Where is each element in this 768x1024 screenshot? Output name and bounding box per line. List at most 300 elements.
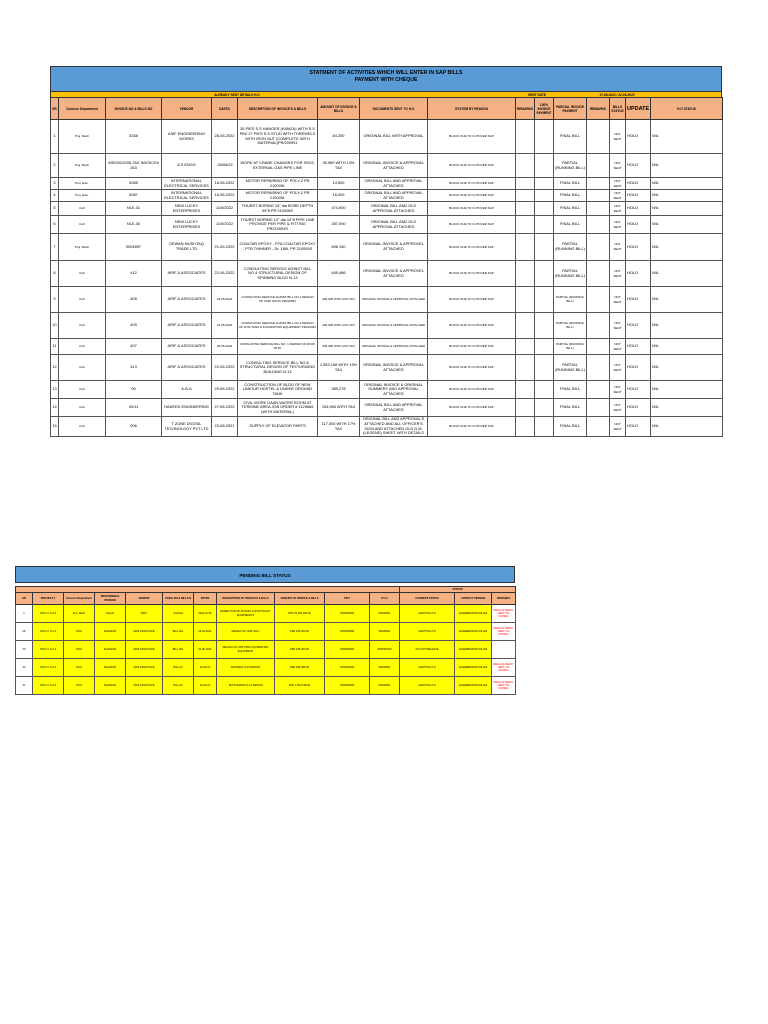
invoice-cell: 409 bbox=[106, 313, 162, 339]
description-cell: DESIGN OF CHIP SILO bbox=[217, 623, 275, 641]
partial-payment-cell: PARTIAL (RUNNING BILL) bbox=[554, 261, 587, 287]
project-cell: POLY-2, N-14 bbox=[33, 641, 64, 659]
remarks-cell bbox=[516, 216, 535, 234]
remarks-cell bbox=[516, 154, 535, 178]
amount-cell: 16,000 bbox=[318, 190, 360, 202]
documents-cell: ORIGINAL BILL AND APPROVAL ATTACHED bbox=[360, 190, 428, 202]
documents-cell: ORIGINAL BILL AND APPROVAL ATTACHED bbox=[360, 399, 428, 417]
column-header: VENDOR bbox=[162, 98, 212, 120]
remarks-cell: EMAIL ALREADY SENT ON 01/09/22 bbox=[492, 605, 516, 623]
vendor-cell: A-B-A bbox=[162, 381, 212, 399]
description-cell: THURST BORING 12" dia 10"ft PIPE LINE PROVIDE PER PIPE & FITTING PR210009S bbox=[238, 216, 318, 234]
bill-status-cell: NOT SENT bbox=[610, 399, 626, 417]
sr-cell: 8 bbox=[51, 261, 59, 287]
date-cell: 22-06-2022 bbox=[212, 261, 238, 287]
bill-status-cell: NOT SENT bbox=[610, 120, 626, 154]
table-row bbox=[51, 202, 723, 216]
vendor-cell: A S ENGG bbox=[162, 154, 212, 178]
update-cell: HOLD bbox=[626, 313, 651, 339]
documents-cell: ORIGINAL INVOICE & APPROVAL ATTACHED bbox=[360, 313, 428, 339]
dept-cell: Proj. Mech bbox=[59, 234, 106, 261]
ho-status-cell: N/A bbox=[651, 339, 723, 355]
bill-status-cell: NOT SENT bbox=[610, 234, 626, 261]
table-row bbox=[16, 605, 516, 623]
reason-cell: BLOCK DUE TO CUTOVER SAP bbox=[428, 234, 516, 261]
remarks-cell bbox=[587, 313, 610, 339]
partial-payment-cell: PARTIAL (RUNNING BILL) bbox=[554, 154, 587, 178]
sr-cell: 4 bbox=[51, 190, 59, 202]
table-row bbox=[51, 417, 723, 437]
dept-cell: Civil bbox=[59, 355, 106, 381]
description-cell: CONSTRUCTION OF BLDG OF NEW LABOUR HOSTEL & UNDER GROUND TANK bbox=[238, 381, 318, 399]
column-header: REMARKS bbox=[492, 593, 516, 605]
reason-cell: BLOCK DUE TO CUTOVER SAP bbox=[428, 287, 516, 313]
ho-status-cell: N/A bbox=[651, 154, 723, 178]
dept-cell: Civil bbox=[59, 202, 106, 216]
invoice-cell: NLE-31 bbox=[106, 202, 162, 216]
project-cell: POLY-2, N-14 bbox=[33, 659, 64, 677]
pending-bill-title: PENDING BILL STATUS bbox=[15, 566, 515, 583]
table-row bbox=[51, 287, 723, 313]
dept-cell: CIVIL bbox=[64, 659, 95, 677]
amount-cell: PKR 1,553,158.00 bbox=[275, 677, 325, 695]
current-status-cell: AWAITING P.O bbox=[400, 677, 455, 695]
project-cell: POLY-2, N-14 bbox=[33, 677, 64, 695]
partial-payment-cell: FINAL BILL bbox=[554, 202, 587, 216]
remarks-cell bbox=[587, 399, 610, 417]
remarks-cell bbox=[587, 202, 610, 216]
dept-cell: Civil bbox=[59, 216, 106, 234]
project-cell: POLY-2, N-14 bbox=[33, 605, 64, 623]
column-header: VENDOR bbox=[126, 593, 163, 605]
table-row bbox=[16, 623, 516, 641]
amount-cell: 696,150 bbox=[318, 234, 360, 261]
person-cell: SHAHZAD bbox=[95, 659, 126, 677]
description-cell: CONSULTING SERVICE BILL NO.6 STRUCTURAL DESIGN OF TEXTURIZING BUILDING N-13 bbox=[238, 355, 318, 381]
vendor-cell: ARIF & ASSOCIATES bbox=[162, 355, 212, 381]
table-row bbox=[51, 190, 723, 202]
date-cell: 16-06-2022 bbox=[212, 178, 238, 190]
partial-payment-cell: FINAL BILL bbox=[554, 190, 587, 202]
amount-cell: 226,000 WITH 13% TAX bbox=[318, 287, 360, 313]
sr-cell: 29 bbox=[16, 641, 33, 659]
person-cell: SHAHZAD bbox=[95, 623, 126, 641]
full-payment-cell bbox=[535, 202, 554, 216]
invoice-cell: ASE/2022/05-TAX INVOICE# 263 bbox=[106, 154, 162, 178]
partial-payment-cell: FINAL BILL bbox=[554, 417, 587, 437]
documents-cell: ORIGINAL BILL WITH APPROVAL bbox=[360, 120, 428, 154]
documents-cell: ORIGINAL INVOICE & APPROVEL ATTACHED bbox=[360, 261, 428, 287]
remarks-cell: EMAIL ALREADY SENT ON 01/09/22 bbox=[492, 677, 516, 695]
partial-payment-cell: PARTIAL (RUNNING BILL) bbox=[554, 355, 587, 381]
full-payment-cell bbox=[535, 355, 554, 381]
amount-cell: 339,000 WITH 13% TAX bbox=[318, 339, 360, 355]
partial-payment-cell: PARTIAL (RUNNING BILL) bbox=[554, 313, 587, 339]
vendor-cell: ARIF & ASSOCIATES bbox=[162, 339, 212, 355]
reason-cell: BLOCK DUE TO CUTOVER SAP bbox=[428, 313, 516, 339]
bill-status-cell: NOT SENT bbox=[610, 313, 626, 339]
remarks-cell bbox=[516, 381, 535, 399]
invoice-cell: 006 bbox=[106, 417, 162, 437]
remarks-cell bbox=[587, 417, 610, 437]
dept-cell: Proj. Mech bbox=[64, 605, 95, 623]
column-header: CURRENT STATUS bbox=[400, 593, 455, 605]
description-cell: CONSULTING SERVICE AGINST BILL NO.1 DESIGN OF HTM TANK & FOUNDATION EQUIPMENT PR210091 bbox=[238, 313, 318, 339]
ho-status-cell: N/A bbox=[651, 202, 723, 216]
update-cell: HOLD bbox=[626, 202, 651, 216]
invoice-cell: 00/11 bbox=[106, 399, 162, 417]
amount-cell: 1,553,158 WITH 13% TAX bbox=[318, 355, 360, 381]
bill-status-cell: NOT SENT bbox=[610, 202, 626, 216]
dept-cell: Civil bbox=[59, 417, 106, 437]
table-row bbox=[16, 659, 516, 677]
sr-cell: 14 bbox=[51, 399, 59, 417]
documents-cell: ORIGINAL INVOICE & APPROVAL ATTACHED bbox=[360, 339, 428, 355]
sr-cell: 3 bbox=[51, 178, 59, 190]
po-cell: PENDING bbox=[370, 605, 400, 623]
statement-title: STATMENT OF ACTIVITIES WHICH WILL ENTER IN SAP BILLS PAYMENT WITH CHEQUE bbox=[50, 66, 722, 91]
column-header: PR # bbox=[325, 593, 370, 605]
remarks-cell bbox=[587, 261, 610, 287]
reason-cell: BLOCK DUE TO CUTOVER SAP bbox=[428, 261, 516, 287]
table-row bbox=[51, 313, 723, 339]
full-payment-cell bbox=[535, 339, 554, 355]
column-header: UPDATE bbox=[626, 98, 651, 120]
reason-cell: BLOCK DUE TO CUTOVER SAP bbox=[428, 216, 516, 234]
bill-status-cell: NOT SENT bbox=[610, 355, 626, 381]
reason-cell: BLOCK DUE TO CUTOVER SAP bbox=[428, 355, 516, 381]
invoice-cell: 408 bbox=[106, 287, 162, 313]
date-cell: 23-05-2022 bbox=[212, 287, 238, 313]
po-cell: PENDING bbox=[370, 677, 400, 695]
description-cell: 35 PIES S.S HANGER (KAMZA) WITH S.S PIN/ 27 PIES S.S STUD WITH THREWELS WITH IRON NUT (COMPLETE WITH MATERIAL)PR/200091 bbox=[238, 120, 318, 154]
remarks-cell bbox=[587, 190, 610, 202]
bill-status-cell: NOT SENT bbox=[610, 261, 626, 287]
column-header: DESCRIPTION OF INVOICE'S & BILLS bbox=[238, 98, 318, 120]
invoice-cell: BILL-04 bbox=[163, 659, 194, 677]
vendor-cell: INTERNATIONAL ELECTRICAL SERVICES bbox=[162, 178, 212, 190]
date-cell: 27-06-2022 bbox=[212, 399, 238, 417]
table-row bbox=[51, 381, 723, 399]
bill-status-cell: NOT SENT bbox=[610, 216, 626, 234]
column-header: P.O # bbox=[370, 593, 400, 605]
full-payment-cell bbox=[535, 178, 554, 190]
pending-bill-table bbox=[15, 586, 516, 695]
vendor-cell: ARIF & ASSOCIATES bbox=[162, 313, 212, 339]
remarks-cell bbox=[587, 154, 610, 178]
column-header: PARCIAL INVOICE PAYMENT bbox=[554, 98, 587, 120]
date-cell: 2022-10-05 bbox=[194, 605, 217, 623]
full-payment-cell bbox=[535, 154, 554, 178]
column-header: DESCRIPTION OF INVOICE'S & BILLS bbox=[217, 593, 275, 605]
sr-cell: 6 bbox=[51, 216, 59, 234]
full-payment-cell bbox=[535, 313, 554, 339]
description-cell: THURST BORING 16" dia BORE DEPTH 09"ft PR 210006S bbox=[238, 202, 318, 216]
bill-status-cell: NOT SENT bbox=[610, 154, 626, 178]
full-payment-cell bbox=[535, 234, 554, 261]
column-header: Concern Department bbox=[59, 98, 106, 120]
vendor-cell: ARIF ASSOCIATE bbox=[126, 623, 163, 641]
column-header: SR bbox=[16, 593, 33, 605]
remarks-cell bbox=[587, 287, 610, 313]
sr-cell: 28 bbox=[16, 623, 33, 641]
column-header: H.O STATUS bbox=[651, 98, 723, 120]
update-cell: HOLD bbox=[626, 190, 651, 202]
bill-status-cell: NOT SENT bbox=[610, 381, 626, 399]
column-header: DATES bbox=[194, 593, 217, 605]
date-cell: 22-06-22 bbox=[194, 659, 217, 677]
documents-cell: ORIGINAL BILL AND OLD APPROVAL ATTACHED bbox=[360, 202, 428, 216]
partial-payment-cell: FINAL BILL bbox=[554, 178, 587, 190]
column-header: Concern Department bbox=[64, 593, 95, 605]
date-cell: 26-05-2022 bbox=[212, 339, 238, 355]
remarks-cell: EMAIL ALREADY SENT ON 01/09/22 bbox=[492, 659, 516, 677]
vendor-cell: T ZONE DIGITAL TECHNOLOGY PVT LTD bbox=[162, 417, 212, 437]
description-cell: DESIGN OF HTM TANK FOUNDATION EQUIPMENT bbox=[217, 641, 275, 659]
remarks-cell bbox=[516, 355, 535, 381]
table-row bbox=[51, 339, 723, 355]
sent-details-bar: ALREADY SENT DETAILS H.O SENT DATE 17-06-2022 / 22-06-2022 bbox=[50, 91, 722, 97]
amount-cell: PKR 649,486.00 bbox=[275, 659, 325, 677]
remarks-cell bbox=[516, 287, 535, 313]
vendor-cell: NEW LUCKY ENTERPRISES bbox=[162, 216, 212, 234]
current-status-cell: P.O NOT RELEASE bbox=[400, 641, 455, 659]
reason-cell: BLOCK DUE TO CUTOVER SAP bbox=[428, 381, 516, 399]
partial-payment-cell: PARTIAL (RUNNING BILL) bbox=[554, 339, 587, 355]
bill-status-cell: NOT SENT bbox=[610, 178, 626, 190]
vendor-cell: ARIF & ASSOCIATES bbox=[162, 287, 212, 313]
vendor-cell: DEWAN MUSHTAQ TRADE LTD bbox=[162, 234, 212, 261]
vendor-cell: NEW LUCKY ENTERPRISES bbox=[162, 202, 212, 216]
date-cell: 21-05-2022 bbox=[212, 234, 238, 261]
remarks-cell: EMAIL ALREADY SENT ON 01/09/22 bbox=[492, 623, 516, 641]
update-cell: HOLD bbox=[626, 381, 651, 399]
remarks-cell bbox=[587, 178, 610, 190]
pr-cell: 7000009066 bbox=[325, 677, 370, 695]
remarks-cell bbox=[516, 339, 535, 355]
column-header: INVOICE NO & BILLS NO bbox=[106, 98, 162, 120]
description-cell: CONSULTING SERVICE BILL NO. 1 REPAIR OF ROOF WITH bbox=[238, 339, 318, 355]
invoice-cell: 0004897 bbox=[106, 234, 162, 261]
full-payment-cell bbox=[535, 261, 554, 287]
remarks-cell bbox=[516, 399, 535, 417]
invoice-cell: NLE-30 bbox=[106, 216, 162, 234]
ho-status-cell: N/A bbox=[651, 120, 723, 154]
sr-cell: 10 bbox=[51, 313, 59, 339]
ho-status-cell: N/A bbox=[651, 417, 723, 437]
vendor-cell: HADEED ENGINEERING bbox=[162, 399, 212, 417]
invoice-cell: BILL-06 bbox=[163, 677, 194, 695]
remarks-cell bbox=[587, 339, 610, 355]
ho-status-cell: N/A bbox=[651, 399, 723, 417]
remarks-cell bbox=[587, 381, 610, 399]
remarks-cell bbox=[587, 216, 610, 234]
pr-cell: 7000009993 bbox=[325, 623, 370, 641]
sr-cell: 5 bbox=[51, 202, 59, 216]
column-header: CONTACT PERSON bbox=[455, 593, 492, 605]
dept-cell: Civil bbox=[59, 261, 106, 287]
full-payment-cell bbox=[535, 190, 554, 202]
update-cell: HOLD bbox=[626, 154, 651, 178]
column-header: 100% INVOICE PAYMENT bbox=[535, 98, 554, 120]
sr-cell: 15 bbox=[51, 417, 59, 437]
remarks-cell bbox=[516, 120, 535, 154]
description-cell: MOTOR REPAIRING OF POLY-2 PR 210009L bbox=[238, 190, 318, 202]
description-cell: TEXTURIZING N-13 DESIGN bbox=[217, 677, 275, 695]
date-cell: 22-03-2022 bbox=[194, 623, 217, 641]
ho-status-cell: N/A bbox=[651, 287, 723, 313]
full-payment-cell bbox=[535, 120, 554, 154]
reason-cell: BLOCK DUE TO CUTOVER SAP bbox=[428, 417, 516, 437]
ho-status-cell: N/A bbox=[651, 234, 723, 261]
remarks-cell bbox=[516, 234, 535, 261]
column-header: PROJECT # bbox=[33, 593, 64, 605]
sr-cell: 11 bbox=[51, 339, 59, 355]
bill-status-cell: NOT SENT bbox=[610, 287, 626, 313]
invoice-cell: 06 bbox=[106, 381, 162, 399]
ho-status-cell: N/A bbox=[651, 178, 723, 190]
table-row bbox=[51, 355, 723, 381]
update-cell: HOLD bbox=[626, 399, 651, 417]
ho-status-cell: N/A bbox=[651, 381, 723, 399]
full-payment-cell bbox=[535, 381, 554, 399]
remarks-cell bbox=[516, 202, 535, 216]
person-cell: TALHA bbox=[95, 605, 126, 623]
pr-cell: 7000009994 bbox=[325, 605, 370, 623]
dept-cell: Civil bbox=[59, 381, 106, 399]
reason-cell: BLOCK DUE TO CUTOVER SAP bbox=[428, 339, 516, 355]
pr-cell: 7000009053 bbox=[325, 641, 370, 659]
documents-cell: ORIGINAL BILL AND APPROVAL ATTACHED bbox=[360, 178, 428, 190]
description-cell: SPINNING N-13 DESIGN bbox=[217, 659, 275, 677]
remarks-cell bbox=[516, 313, 535, 339]
amount-cell: PKR 226,000.00 bbox=[275, 623, 325, 641]
documents-cell: ORIGINAL INVOICE & ORIGINAL SUMMERY AND APPROVAL ATTACHED bbox=[360, 381, 428, 399]
documents-cell: ORIGINAL INVOICE & APPROVAL ATTACHED bbox=[360, 355, 428, 381]
dept-cell: Civil bbox=[59, 399, 106, 417]
dept-cell: Civil bbox=[59, 287, 106, 313]
invoice-cell: 413 bbox=[106, 355, 162, 381]
full-payment-cell bbox=[535, 417, 554, 437]
update-cell: HOLD bbox=[626, 355, 651, 381]
description-cell: WORK AT CRANE CHANGES FOR SSGC EXTERNAL GAS PIPE LINE bbox=[238, 154, 318, 178]
current-status-cell: AWAITING P.O bbox=[400, 623, 455, 641]
dept-cell: Proj. Elec. bbox=[59, 178, 106, 190]
full-payment-cell bbox=[535, 399, 554, 417]
date-cell: 11/5/2022 bbox=[212, 216, 238, 234]
person-cell: SHAHZAD bbox=[95, 677, 126, 695]
current-status-cell: AWAITING P.O bbox=[400, 605, 455, 623]
reason-cell: BLOCK DUE TO CUTOVER SAP bbox=[428, 178, 516, 190]
partial-payment-cell: FINAL BILL bbox=[554, 399, 587, 417]
amount-cell: 30,980 WITH 13% TAX bbox=[318, 154, 360, 178]
vendor-cell: ARIF ASSOCIATE bbox=[126, 641, 163, 659]
invoice-cell: BILL-001 bbox=[163, 641, 194, 659]
amount-cell: 474,500 bbox=[318, 202, 360, 216]
documents-cell: ORIGINAL BILL AND APPROVAL'S ATTACHED AND ALL OFFICER'S SIGN AND ATTACHED OLD D.M. (LEGEND) SHEET WITH DETAILS bbox=[360, 417, 428, 437]
column-header: DOCUMENTS SENT TO H.O bbox=[360, 98, 428, 120]
amount-cell: PKR 226,000.00 bbox=[275, 641, 325, 659]
amount-cell: 14,500 bbox=[318, 178, 360, 190]
table-row bbox=[51, 216, 723, 234]
description-cell: ERRECTION OF ROTARY & STATIONARY EQUIPMENTS bbox=[217, 605, 275, 623]
table-row bbox=[51, 154, 723, 178]
sr-cell: 12 bbox=[51, 355, 59, 381]
pr-cell: 7000009065 bbox=[325, 659, 370, 677]
dept-cell: Civil bbox=[59, 313, 106, 339]
remarks-cell bbox=[587, 355, 610, 381]
ho-status-cell: N/A bbox=[651, 313, 723, 339]
remarks-cell bbox=[516, 261, 535, 287]
amount-cell: 287,000 bbox=[318, 216, 360, 234]
sr-cell: 1 bbox=[51, 120, 59, 154]
table-row bbox=[51, 261, 723, 287]
activities-statement bbox=[50, 66, 722, 437]
ho-status-cell: N/A bbox=[651, 261, 723, 287]
description-cell: MOTOR REPAIRING OF POLY-2 PR 210009L bbox=[238, 178, 318, 190]
reason-cell: BLOCK DUE TO CUTOVER SAP bbox=[428, 120, 516, 154]
invoice-cell: 412 bbox=[106, 261, 162, 287]
date-cell: 23-08-2021 bbox=[212, 417, 238, 437]
contact-person-cell: HASEEBUDDIN SIILANI bbox=[455, 677, 492, 695]
contact-person-cell: HASEEBUDDIN SIILANI bbox=[455, 623, 492, 641]
activities-table bbox=[50, 97, 723, 437]
bill-status-cell: NOT SENT bbox=[610, 339, 626, 355]
partial-payment-cell: FINAL BILL bbox=[554, 381, 587, 399]
vendor-cell: ASIF ENGINEERING WORKS bbox=[162, 120, 212, 154]
date-cell: 28-05-2022 bbox=[212, 120, 238, 154]
column-header: BILLS STATUS bbox=[610, 98, 626, 120]
dept-cell: Proj. Elec. bbox=[59, 190, 106, 202]
dept-cell: Proj. Mech bbox=[59, 120, 106, 154]
table-row bbox=[51, 178, 723, 190]
amount-cell: 649,486 bbox=[318, 261, 360, 287]
update-cell: HOLD bbox=[626, 287, 651, 313]
ho-status-cell: N/A bbox=[651, 190, 723, 202]
vendor-cell: ARIF ASSOCIATE bbox=[126, 677, 163, 695]
column-header: REMARKS bbox=[587, 98, 610, 120]
invoice-cell: Contract bbox=[163, 605, 194, 623]
current-status-cell: AWAITING P.O bbox=[400, 659, 455, 677]
reason-cell: BLOCK DUE TO CUTOVER SAP bbox=[428, 202, 516, 216]
project-cell: POLY-2, N-14 bbox=[33, 623, 64, 641]
date-cell: 29-06-2022 bbox=[212, 381, 238, 399]
update-cell: HOLD bbox=[626, 261, 651, 287]
sr-cell: 31 bbox=[16, 677, 33, 695]
full-payment-cell bbox=[535, 216, 554, 234]
remarks-cell bbox=[492, 641, 516, 659]
column-header: DATES bbox=[212, 98, 238, 120]
documents-cell: ORIGINAL INVOICE & APPROVAL ATTACHED bbox=[360, 287, 428, 313]
update-cell: HOLD bbox=[626, 339, 651, 355]
dept-cell: Proj. Mech bbox=[59, 154, 106, 178]
partial-payment-cell: FINAL BILL bbox=[554, 216, 587, 234]
date-cell: 11/5/2022 bbox=[212, 202, 238, 216]
sr-cell: 9 bbox=[51, 287, 59, 313]
update-cell: HOLD bbox=[626, 417, 651, 437]
partial-payment-cell: PARTIAL (RUNNING BILL) bbox=[554, 287, 587, 313]
dept-cell: CIVIL bbox=[64, 677, 95, 695]
pending-bill-status bbox=[15, 566, 515, 695]
ho-status-cell: N/A bbox=[651, 216, 723, 234]
invoice-cell: 5287 bbox=[106, 190, 162, 202]
po-cell: PENDING bbox=[370, 623, 400, 641]
sr-cell: 2 bbox=[51, 154, 59, 178]
dept-cell: CIVIL bbox=[64, 641, 95, 659]
column-header: REMARKS bbox=[516, 98, 535, 120]
contact-person-cell: HASEEBUDDIN SIILANI bbox=[455, 641, 492, 659]
po-cell: PENDING bbox=[370, 659, 400, 677]
